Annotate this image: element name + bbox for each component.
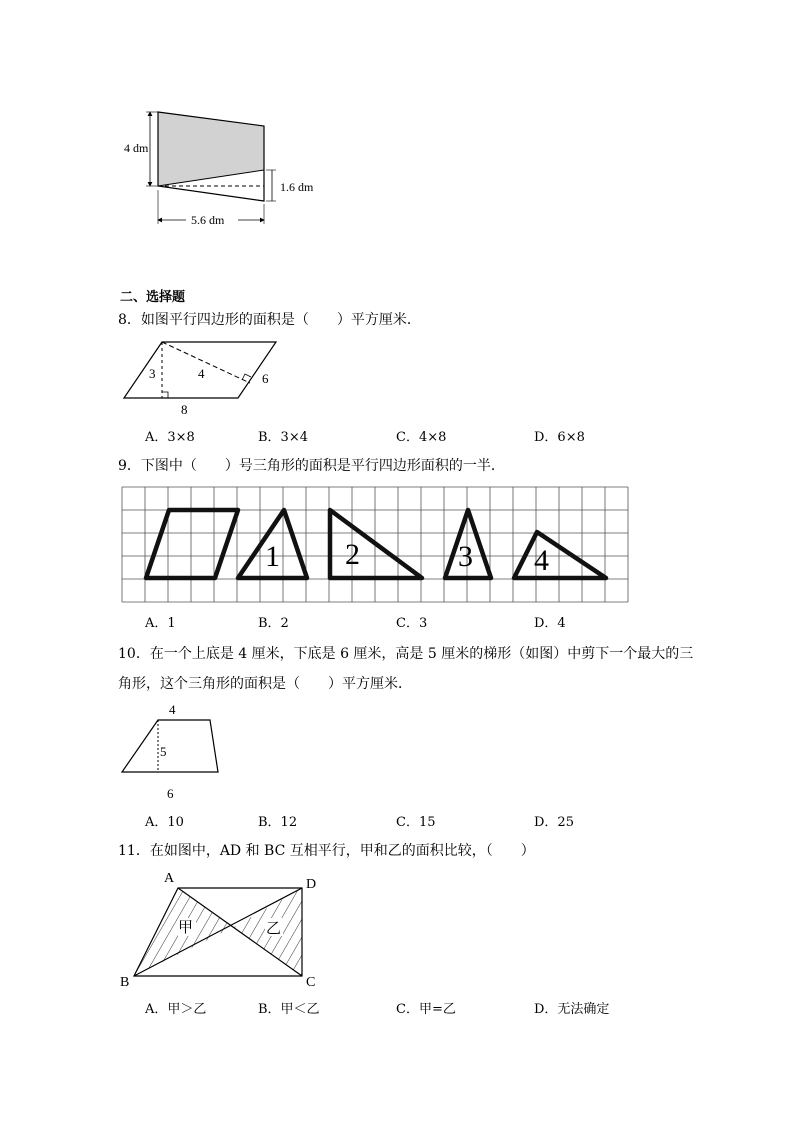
- q10-option-c[interactable]: C．15: [396, 815, 436, 830]
- q11-option-d[interactable]: D．无法确定: [534, 1002, 610, 1017]
- triangle-3-label: 3: [458, 540, 473, 573]
- question-9-prompt: 9．下图中（ ）号三角形的面积是平行四边形面积的一半．: [118, 458, 505, 474]
- q10-option-b[interactable]: B．12: [258, 815, 298, 830]
- triangle-4-shape: [514, 532, 606, 578]
- question-11-prompt: 11．在如图中，AD 和 BC 互相平行，甲和乙的面积比较，（ ）: [118, 843, 535, 859]
- height-5-label: 5: [160, 744, 167, 759]
- grid-shapes-figure: [120, 486, 632, 606]
- question-8-prompt: 8．如图平行四边形的面积是（ ）平方厘米．: [118, 312, 421, 328]
- triangle-4-label: 4: [534, 544, 549, 577]
- vertex-b-label: B: [120, 975, 130, 990]
- q8-option-a[interactable]: A．3×8: [145, 430, 195, 445]
- q10-option-a[interactable]: A．10: [145, 815, 184, 830]
- q11-option-a[interactable]: A．甲＞乙: [145, 1002, 207, 1017]
- parallelogram-figure: [118, 338, 288, 418]
- top-4-label: 4: [169, 702, 176, 717]
- q9-option-c[interactable]: C．3: [396, 616, 428, 631]
- q11-option-c[interactable]: C．甲=乙: [396, 1002, 456, 1017]
- triangle-2-label: 2: [345, 538, 360, 571]
- q9-option-b[interactable]: B．2: [258, 616, 289, 631]
- q9-option-d[interactable]: D．4: [534, 616, 566, 631]
- q8-option-c[interactable]: C．4×8: [396, 430, 447, 445]
- section-title: 二、选择题: [120, 290, 186, 305]
- q8-option-b[interactable]: B．3×4: [258, 430, 308, 445]
- small-height-label: 1.6 dm: [280, 180, 314, 194]
- base-8-label: 8: [181, 402, 188, 417]
- bottom-6-label: 6: [167, 786, 174, 801]
- q9-option-a[interactable]: A．1: [145, 616, 176, 631]
- vertex-d-label: D: [306, 877, 317, 892]
- q8-option-d[interactable]: D．6×8: [534, 430, 585, 445]
- side-6-label: 6: [262, 371, 269, 386]
- q11-option-b[interactable]: B．甲＜乙: [258, 1002, 320, 1017]
- vertex-a-label: A: [164, 871, 175, 886]
- height-3-label: 3: [149, 366, 156, 381]
- triangle-2-shape: [330, 510, 422, 578]
- trapezoid-figure: [118, 700, 238, 805]
- question-10-prompt-line2: 角形，这个三角形的面积是（ ）平方厘米．: [118, 676, 412, 692]
- trapezoid-area-figure: [110, 100, 340, 240]
- hatched-triangles-figure: [114, 866, 334, 992]
- triangle-1-label: 1: [265, 540, 280, 573]
- base-label: 5.6 dm: [191, 213, 225, 227]
- yi-label: 乙: [266, 921, 282, 937]
- jia-label: 甲: [178, 920, 194, 936]
- vertex-c-label: C: [306, 975, 316, 990]
- question-10-prompt-line1: 10．在一个上底是 4 厘米，下底是 6 厘米，高是 5 厘米的梯形（如图）中剪下一个最大的三: [118, 646, 694, 662]
- q10-option-d[interactable]: D．25: [534, 815, 574, 830]
- dash-4-label: 4: [198, 366, 205, 381]
- height-label: 4 dm: [124, 141, 149, 155]
- parallelogram-shape: [146, 510, 238, 578]
